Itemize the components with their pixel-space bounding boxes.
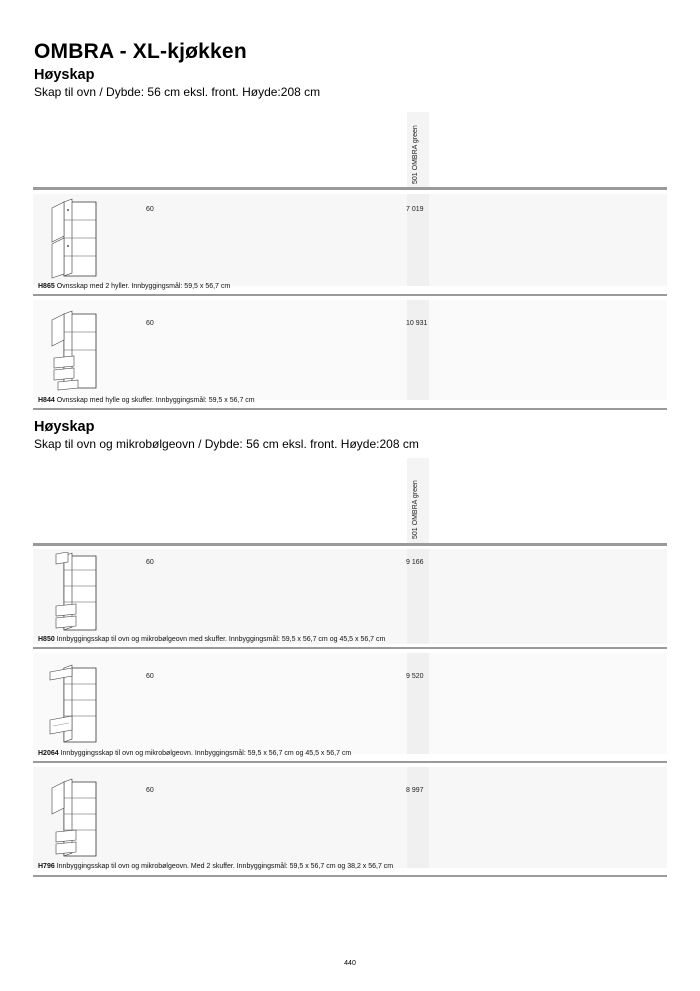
- row-width: 60: [146, 320, 154, 327]
- table-row: [33, 300, 667, 400]
- row-price: 9 520: [406, 673, 424, 680]
- row-divider: [33, 408, 667, 410]
- page-title: OMBRA - XL-kjøkken: [34, 40, 247, 63]
- row-width: 60: [146, 559, 154, 566]
- row-width: 60: [146, 787, 154, 794]
- row-price: 8 997: [406, 787, 424, 794]
- table-row: [33, 549, 667, 644]
- price-column-shade: [407, 653, 429, 754]
- section-title: Høyskap: [34, 419, 95, 435]
- row-divider: [33, 647, 667, 649]
- price-column-shade: [407, 300, 429, 400]
- section-subtitle: Skap til ovn og mikrobølgeovn / Dybde: 56 cm eksl. front. Høyde:208 cm: [34, 437, 419, 451]
- tall-oven-cabinet-2-shelves-icon: [44, 198, 102, 280]
- row-description: [38, 283, 230, 290]
- row-divider: [33, 875, 667, 877]
- row-divider: [33, 294, 667, 296]
- tall-oven-cabinet-drawers-icon: [44, 310, 102, 392]
- row-description: [38, 863, 393, 870]
- row-divider: [33, 761, 667, 763]
- table-row: [33, 653, 667, 754]
- row-description: [38, 636, 385, 643]
- section-subtitle: Skap til ovn / Dybde: 56 cm eksl. front. Høyde:208 cm: [34, 85, 321, 99]
- section-title: Høyskap: [34, 67, 95, 83]
- tall-oven-microwave-cabinet-2-drawers-icon: [44, 778, 102, 860]
- header-divider: [33, 543, 667, 546]
- price-column-shade: [407, 767, 429, 868]
- item-code: H2064: [38, 750, 59, 757]
- item-code: H850: [38, 636, 55, 643]
- item-code: H865: [38, 283, 55, 290]
- tall-oven-microwave-cabinet-drawers-icon: [44, 552, 102, 634]
- row-price: 10 931: [406, 320, 428, 327]
- table-row: [33, 194, 667, 286]
- item-code: H844: [38, 397, 55, 404]
- row-description: [38, 750, 351, 757]
- column-header-label: 501 OMBRA green: [412, 480, 419, 539]
- row-width: 60: [146, 673, 154, 680]
- row-price: 7 019: [406, 206, 424, 213]
- tall-oven-microwave-cabinet-icon: [44, 664, 102, 746]
- item-description: Innbyggingsskap til ovn og mikrobølgeovn med skuffer. Innbyggingsmål: 59,5 x 56,7 cm og 45,5 x 56,7 cm: [56, 636, 386, 643]
- column-header-label: 501 OMBRA green: [412, 125, 419, 184]
- row-description: [38, 397, 255, 404]
- item-description: Innbyggingsskap til ovn og mikrobølgeovn. Med 2 skuffer. Innbyggingsmål: 59,5 x 56,7 cm og 38,2 x 56,7 cm: [56, 863, 394, 870]
- page-number: 440: [344, 960, 356, 967]
- item-code: H796: [38, 863, 55, 870]
- item-description: Innbyggingsskap til ovn og mikrobølgeovn. Innbyggingsmål: 59,5 x 56,7 cm og 45,5 x 56,7 cm: [60, 750, 352, 757]
- row-price: 9 166: [406, 559, 424, 566]
- item-description: Ovnsskap med 2 hyller. Innbyggingsmål: 59,5 x 56,7 cm: [56, 283, 231, 290]
- header-divider: [33, 187, 667, 190]
- item-description: Ovnsskap med hylle og skuffer. Innbyggingsmål: 59,5 x 56,7 cm: [56, 397, 255, 404]
- row-width: 60: [146, 206, 154, 213]
- table-row: [33, 767, 667, 868]
